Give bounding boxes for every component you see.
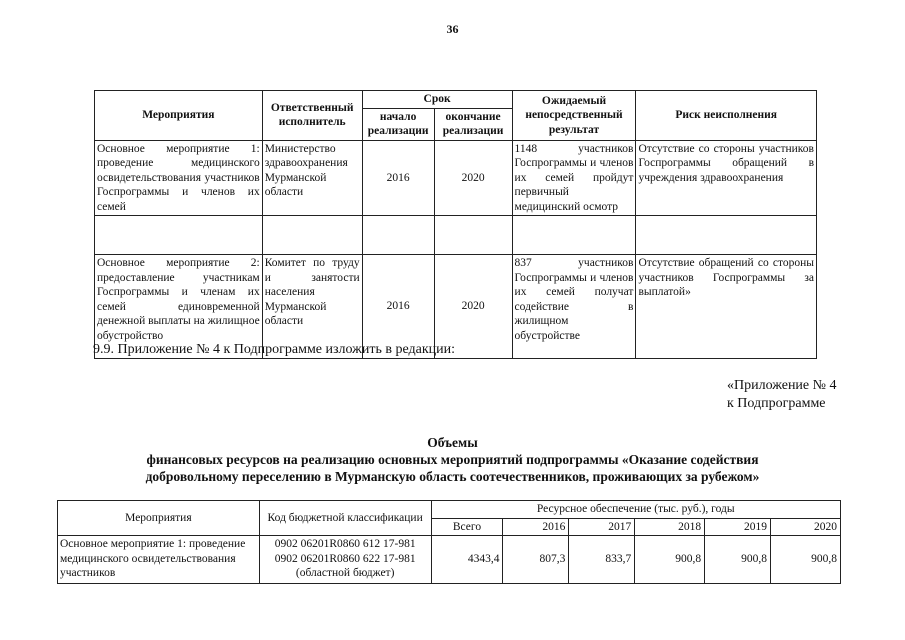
row-activity: Основное мероприятие 1: проведение медицинского освидетельствования участников Госпрограммы и членов их семей [95, 140, 263, 216]
code-line: (областной бюджет) [295, 567, 395, 579]
section-subtitle-line-1: финансовых ресурсов на реализацию основных мероприятий подпрограммы «Оказание содействия [146, 452, 759, 467]
row-end: 2020 [434, 255, 512, 359]
code-line: 0902 06201R0860 612 17-981 [274, 538, 416, 550]
header-year: 2018 [635, 518, 705, 536]
appendix-reference [727, 377, 837, 413]
header-code: Код бюджетной классификации [259, 501, 431, 536]
section-subtitle-line-2: добровольному переселению в Мурманскую область соотечественников, проживающих за рубежом» [145, 469, 760, 484]
appendix-line-1: «Приложение № 4 [727, 378, 837, 393]
header-resources: Ресурсное обеспечение (тыс. руб.), годы [431, 501, 840, 519]
financing-table [57, 500, 841, 584]
table-row [58, 536, 841, 584]
row-activity: Основное мероприятие 1: проведение медицинского освидетельствования участников [58, 536, 260, 584]
section-title: Объемы [427, 435, 478, 450]
header-term: Срок [362, 91, 512, 109]
header-expected: Ожидаемый непосредственный результат [512, 91, 636, 141]
row-expected: 837 участников Госпрограммы и членов их семей получат содействие в жилищном обустройстве [512, 255, 636, 359]
row-expected: 1148 участников Госпрограммы и членов их семей пройдут первичный медицинский осмотр [512, 140, 636, 216]
amendment-note: 9.9. Приложение № 4 к Подпрограмме изложить в редакции: [93, 342, 455, 357]
row-start: 2016 [362, 140, 434, 216]
row-code [259, 536, 431, 584]
header-year: 2016 [503, 518, 569, 536]
row-activity: Основное мероприятие 2: предоставление участникам Госпрограммы и членам их семей единовременной денежной выплаты на жилищное обустройство [95, 255, 263, 359]
row-risk: Отсутствие со стороны участников Госпрограммы обращений в учреждения здравоохранения [636, 140, 817, 216]
table-row [95, 140, 817, 216]
header-start: начало реализации [362, 108, 434, 140]
row-start: 2016 [362, 255, 434, 359]
header-year: 2019 [705, 518, 771, 536]
header-end: окончание реализации [434, 108, 512, 140]
row-value: 900,8 [771, 536, 841, 584]
header-total: Всего [431, 518, 503, 536]
row-value: 900,8 [705, 536, 771, 584]
page-number: 36 [446, 22, 459, 36]
row-risk: Отсутствие обращений со стороны участников Госпрограммы за выплатой» [636, 255, 817, 359]
row-total: 4343,4 [431, 536, 503, 584]
header-year: 2017 [569, 518, 635, 536]
header-risk: Риск неисполнения [636, 91, 817, 141]
appendix-line-2: к Подпрограмме [727, 396, 826, 411]
header-responsible: Ответственный исполнитель [262, 91, 362, 141]
header-activity: Мероприятия [58, 501, 260, 536]
activities-table [94, 90, 817, 359]
row-value: 900,8 [635, 536, 705, 584]
row-value: 833,7 [569, 536, 635, 584]
code-line: 0902 06201R0860 622 17-981 [274, 552, 416, 565]
row-value: 807,3 [503, 536, 569, 584]
row-responsible: Министерство здравоохранения Мурманской области [262, 140, 362, 216]
row-responsible: Комитет по труду и занятости населения Мурманской области [262, 255, 362, 359]
row-end: 2020 [434, 140, 512, 216]
header-year: 2020 [771, 518, 841, 536]
header-activity: Мероприятия [95, 91, 263, 141]
